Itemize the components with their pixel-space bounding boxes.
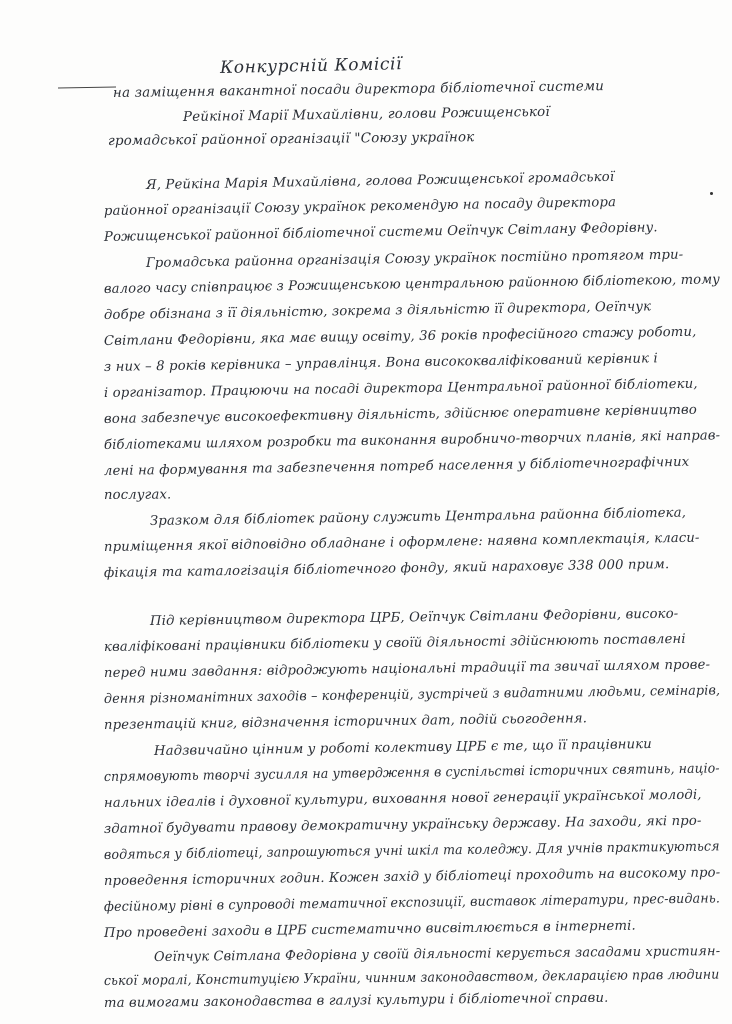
heading-line: Рейкіної Марії Михайлівни, голови Рожищенської [182,104,550,125]
body-line: добре обізнана з її діяльністю, зокрема з діяльністю її директора, Оеїпчук [103,299,652,323]
body-line: з них – 8 років керівника – управлінця. Вона висококваліфікований керівник і [103,351,658,375]
body-line: фікація та каталогізація бібліотечного фонду, який нараховує 338 000 прим. [103,557,670,581]
body-line: бібліотеками шляхом розробки та виконання виробничо-творчих планів, які направ- [103,428,721,453]
body-line: Оеїпчук Світлана Федорівна у своїй діяльності керується засадами християн- [153,944,721,965]
body-line: Про проведені заходи в ЦРБ систематично висвітлюється в інтернеті. [103,918,636,941]
side-ink-dot [710,192,713,195]
heading-line: громадської районної організації "Союзу українок [107,130,475,149]
body-line: кваліфіковані працівники бібліотеки у своїй діяльності здійснюють поставлені [103,631,686,655]
body-line: районної організації Союзу українок рекомендую на посаду директора [103,195,617,219]
body-line: і організатор. Працюючи на посаді директора Центральної районної бібліотеки, [103,376,698,401]
body-line: здатної будувати правову демократичну українську державу. На заходи, які про- [103,813,702,837]
body-line: послугах. [103,487,172,503]
body-line: вона забезпечує високоефективну діяльність, здійснює оперативне керівництво [103,402,697,427]
body-line: презентацій книг, відзначення історичних дат, подій сьогодення. [103,711,588,733]
body-line: Громадська районна організація Союзу українок постійно протягом три- [145,247,684,271]
body-line: приміщення якої відповідно обладнане і оформлене: наявна комплектація, класи- [103,530,700,555]
body-line: Я, Рейкіна Марія Михайлівна, голова Рожищенської громадської [145,169,615,193]
body-line: ської моралі, Конституцією України, чинним законодавством, декларацією прав людини [103,967,720,989]
body-line: нальних ідеалів і духовної культури, виховання нової генерації української молоді, [103,787,702,811]
body-line: перед ними завдання: відроджують національні традиції та звичаї шляхом прове- [103,657,711,681]
body-line: лені на формування та забезпечення потреб населення у бібліотечнографічних [103,454,690,479]
margin-pen-mark [58,86,116,88]
heading-line: на заміщення вакантної посади директора бібліотечної системи [112,79,605,101]
body-line: Рожищенської районної бібліотечної системи Оеїпчук Світлану Федорівну. [103,220,658,245]
body-line: дення різноманітних заходів – конференцій, зустрічей з видатними людьми, семінарів, [103,683,721,707]
body-line: фесійному рівні в супроводі тематичної експозиції, виставок літератури, прес-видань. [103,891,721,915]
letter-title: Конкурсній Комісії [219,54,403,78]
body-line: валого часу співпрацює з Рожищенською центральною районною бібліотекою, тому [103,272,721,297]
body-line: водяться у бібліотеці, запрошуються учні шкіл та коледжу. Для учнів практикуються [103,839,720,863]
body-line: Зразком для бібліотек району служить Центральна районна бібліотека, [149,505,687,529]
body-line: Надзвичайно цінним у роботі колективу ЦРБ є те, що її працівники [153,737,652,759]
body-line: проведення історичних годин. Кожен захід у бібліотеці проходить на високому про- [103,865,721,889]
body-line: спрямовують творчі зусилля на утвердження в суспільстві історичних святинь, націо- [103,761,720,785]
body-line: Під керівництвом директора ЦРБ, Оеїпчук Світлани Федорівни, високо- [149,606,679,629]
body-line: Світлани Федорівни, яка має вищу освіту, 36 років професійного стажу роботи, [103,324,697,349]
body-line: та вимогами законодавства в галузі культури і бібліотечної справи. [103,990,609,1011]
